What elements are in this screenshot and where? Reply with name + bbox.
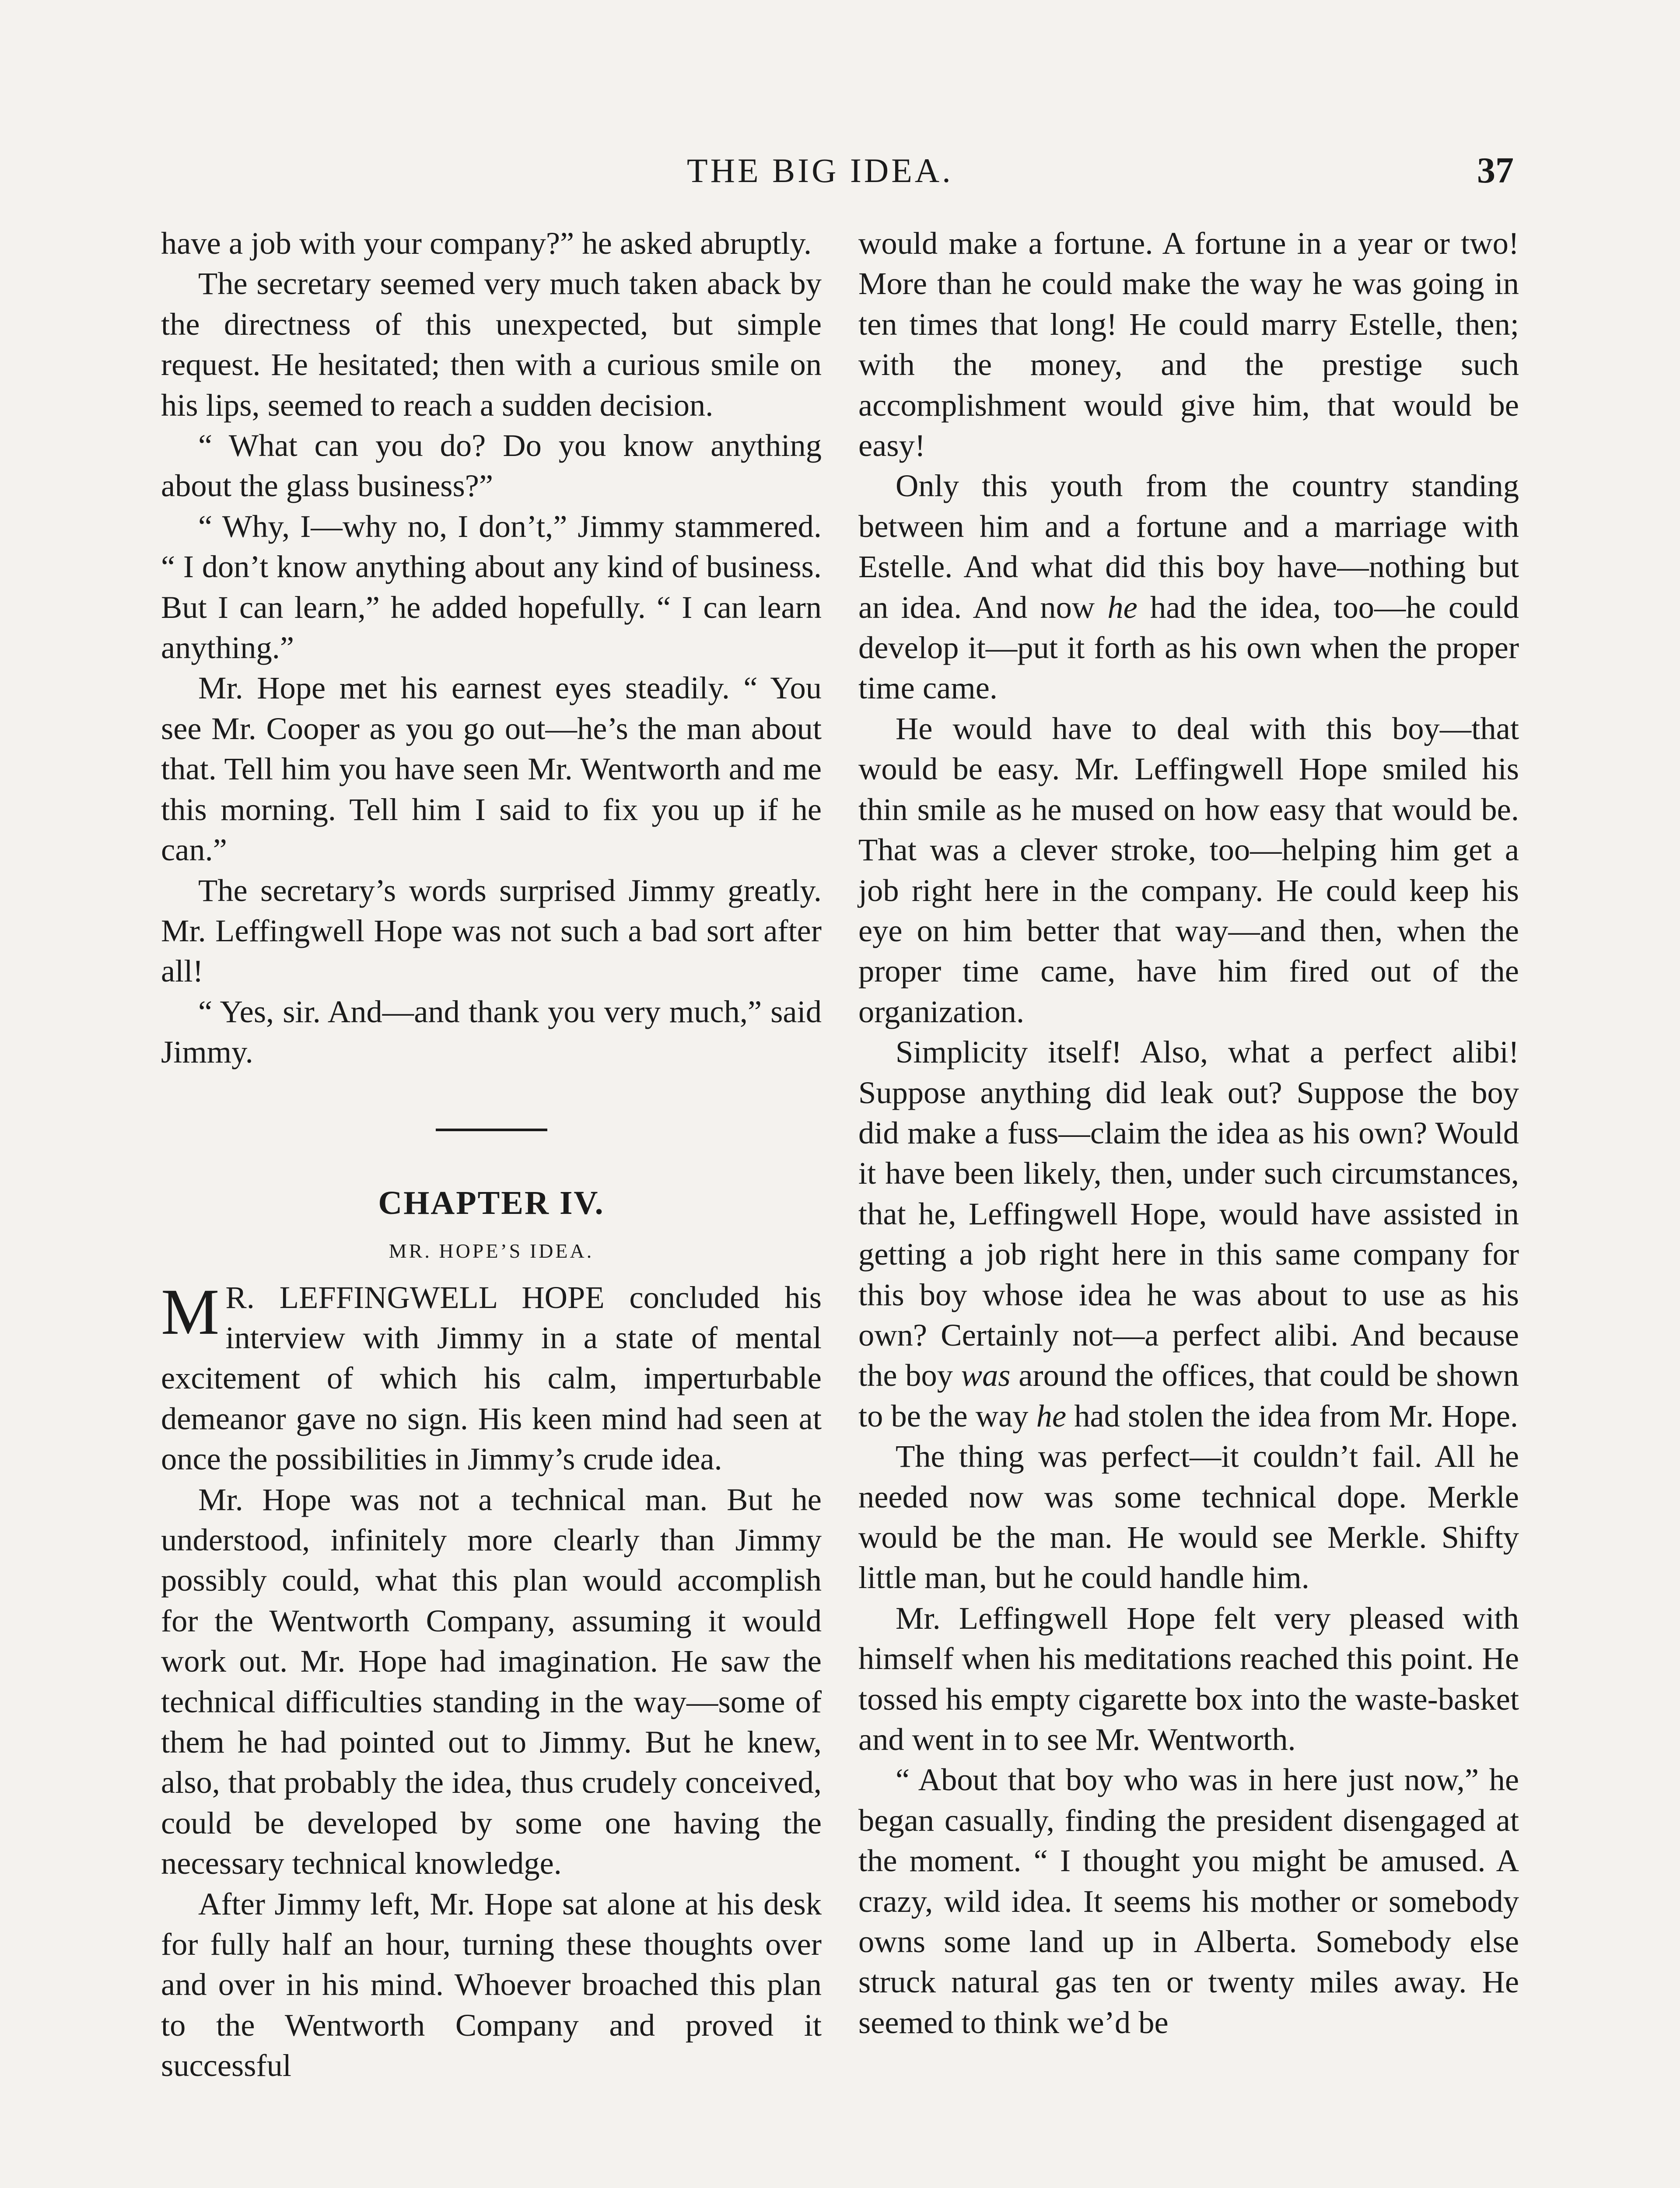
paragraph: The secretary’s words surprised Jimmy greatly. Mr. Leffingwell Hope was not such a bad sort after all! xyxy=(161,872,822,989)
text-run: Only this youth from the country standing between him and a fortune and a marriage with Estelle. And what did this boy have—nothing but an idea. And now xyxy=(858,468,1519,625)
chapter-title: CHAPTER IV. xyxy=(378,1184,605,1221)
paragraph: “ What can you do? Do you know anything about the glass business?” xyxy=(161,428,822,504)
text-run: had stolen the idea from Mr. Hope. xyxy=(1066,1398,1519,1434)
paragraph: Mr. Leffingwell Hope felt very pleased with himself when his meditations reached this point. He tossed his empty cigarette box into the waste-basket and went in to see Mr. Wentworth. xyxy=(858,1600,1519,1757)
chapter-opening-paragraph xyxy=(161,1277,822,1480)
paragraph: Mr. Hope met his earnest eyes steadily. “ You see Mr. Cooper as you go out—he’s the man about that. Tell him you have seen Mr. Wentworth and me this morning. Tell him I said to fix you up if he can.” xyxy=(161,670,822,868)
text-run: Simplicity itself! Also, what a perfect alibi! Suppose anything did leak out? Suppose the boy did make a fuss—claim the idea as his own? Would it have been likely, then, under such circumstances, that he, Leffingwell Hope, would have assisted in getting a job right here in this same company for this boy whose idea he was about to use as his own? Certainly not—a perfect alibi. And because the boy xyxy=(858,1034,1519,1393)
running-title: THE BIG IDEA. xyxy=(687,151,953,189)
running-head xyxy=(0,147,1680,195)
paragraph: would make a fortune. A fortune in a year or two! More than he could make the way he was going in ten times that long! He could marry Estelle, then; with the money, and the prestige such accomplishment would give him, that would be easy! xyxy=(858,225,1519,463)
section-divider xyxy=(436,1129,547,1131)
emphasis: was xyxy=(961,1357,1011,1393)
emphasis: he xyxy=(1107,589,1138,625)
text-run: around the offices, that could be shown to be the way xyxy=(858,1357,1519,1434)
paragraph: The secretary seemed very much taken aback by the directness of this unexpected, but simple request. He hesitated; then with a curious smile on his lips, seemed to reach a sudden decision. xyxy=(161,266,822,423)
left-column xyxy=(161,223,822,2086)
paragraph xyxy=(858,1032,1519,1436)
text-run: had the idea, too—he could develop it—put it forth as his own when the proper time came. xyxy=(858,589,1519,706)
paragraph: The thing was perfect—it couldn’t fail. All he needed now was some technical dope. Merkle would be the man. He would see Merkle. Shifty little man, but he could handle him. xyxy=(858,1438,1519,1595)
paragraph: have a job with your company?” he asked abruptly. xyxy=(161,225,812,261)
paragraph: He would have to deal with this boy—that would be easy. Mr. Leffingwell Hope smiled his thin smile as he mused on how easy that would be. That was a clever stroke, too—helping him get a job right here in the company. He could keep his eye on him better that way—and then, when the proper time came, have him fired out of the organization. xyxy=(858,710,1519,1029)
paragraph: “ Yes, sir. And—and thank you very much,” said Jimmy. xyxy=(161,993,822,1070)
right-column xyxy=(858,223,1519,2043)
paragraph: Mr. Hope was not a technical man. But he understood, infinitely more clearly than Jimmy possibly could, what this plan would accomplish for the Wentworth Company, assuming it would work out. Mr. Hope had imagination. He saw the technical difficulties standing in the way—some of them he had pointed out to Jimmy. But he knew, also, that probably the idea, thus crudely conceived, could be developed by some one having the necessary technical knowledge. xyxy=(161,1481,822,1881)
opening-text: R. LEFFINGWELL HOPE concluded his interview with Jimmy in a state of mental excitement of which his calm, imperturbable demeanor gave no sign. His keen mind had seen at once the possibilities in Jimmy’s crude idea. xyxy=(161,1279,822,1477)
paragraph xyxy=(858,466,1519,708)
emphasis: he xyxy=(1036,1398,1067,1434)
paragraph: “ Why, I—why no, I don’t,” Jimmy stammered. “ I don’t know anything about any kind of business. But I can learn,” he added hopefully. “ I can learn anything.” xyxy=(161,508,822,666)
chapter-subtitle: MR. HOPE’S IDEA. xyxy=(388,1239,594,1262)
paragraph: After Jimmy left, Mr. Hope sat alone at his desk for fully half an hour, turning these thoughts over and over in his mind. Whoever broached this plan to the Wentworth Company and proved it successful xyxy=(161,1886,822,2083)
page-number: 37 xyxy=(1477,150,1514,191)
drop-cap: M xyxy=(161,1275,220,1348)
paragraph: “ About that boy who was in here just now,” he began casually, finding the president disengaged at the moment. “ I thought you might be amused. A crazy, wild idea. It seems his mother or somebody owns some land up in Alberta. Somebody else struck natural gas ten or twenty miles away. He seemed to think we’d be xyxy=(858,1762,1519,2040)
